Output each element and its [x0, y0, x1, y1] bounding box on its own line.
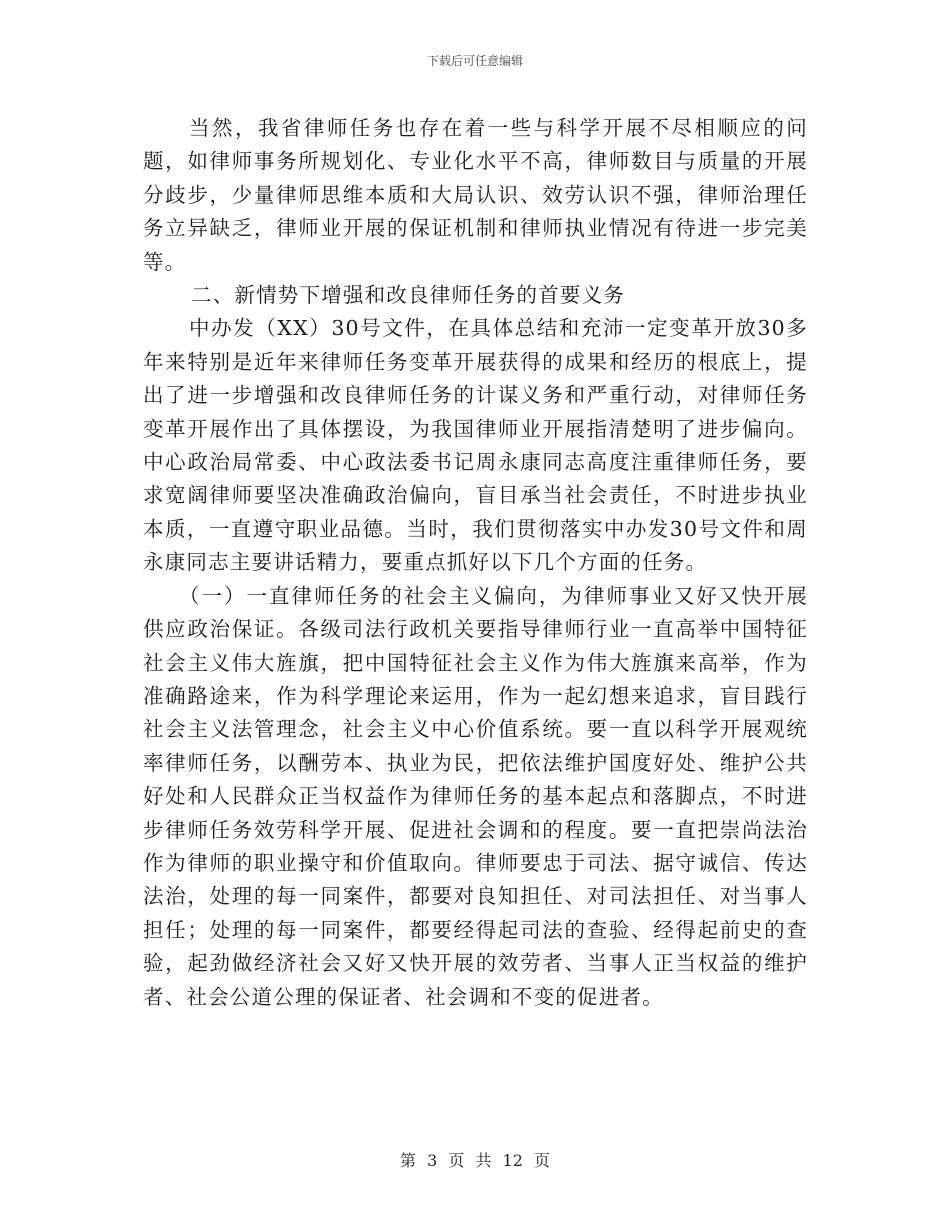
section-heading: 二、新情势下增强和改良律师任务的首要义务	[191, 283, 625, 308]
page-header: 下载后可任意编辑	[426, 54, 523, 68]
paragraph-socialist-direction: （一）一直律师任务的社会主义偏向，为律师事业又好又快开展供应政治保证。各级司法行政机关要指导律师行业一直高举中国特征社会主义伟大旌旗，把中国特征社会主义作为伟大旌旗来高举，作为准确路途来，作为科学理论来运用，作为一起幻想来追求，盲目践行社会主义法管理念，社会主义中心价值系统。要一直以科学开展观统率律师任务，以酬劳本、执业为民，把依法维护国度好处、维护公共好处和人民群众正当权益作为律师任务的基本起点和落脚点，不时进步律师任务效劳科学开展、促进社会调和的程度。要一直把崇尚法治作为律师的职业操守和价值取向。律师要忠于司法、据守诚信、传达法治，处理的每一同案件，都要对良知担任、对司法担任、对当事人担任；处理的每一同案件，都要经得起司法的查验、经得起前史的查验，起劲做经济社会又好又快开展的效劳者、当事人正当权益的维护者、社会公道公理的保证者、社会调和不变的促进者。	[143, 583, 808, 1009]
page-number: 第 3 页 共 12 页	[400, 1151, 550, 1170]
paragraph-problems: 当然，我省律师任务也存在着一些与科学开展不尽相顺应的问题，如律师事务所规划化、专业化水平不高，律师数目与质量的开展分歧步，少量律师思维本质和大局认识、效劳认识不强，律师治理任务立异缺乏，律师业开展的保证机制和律师执业情况有待进一步完美等。	[143, 116, 808, 274]
document-body	[143, 112, 808, 1014]
paragraph-document-30: 中办发（XX）30号文件，在具体总结和充沛一定变革开放30多年来特别是近年来律师任务变革开展获得的成果和经历的根底上，提出了进一步增强和改良律师任务的计谋义务和严重行动，对律师任务变革开展作出了具体摆设，为我国律师业开展指清楚明了进步偏向。中心政治局常委、中心政法委书记周永康同志高度注重律师任务，要求宽阔律师要坚决准确政治偏向，盲目承当社会责任，不时进步执业本质，一直遵守职业品德。当时，我们贯彻落实中办发30号文件和周永康同志主要讲话精力，要重点抓好以下几个方面的任务。	[143, 316, 808, 575]
